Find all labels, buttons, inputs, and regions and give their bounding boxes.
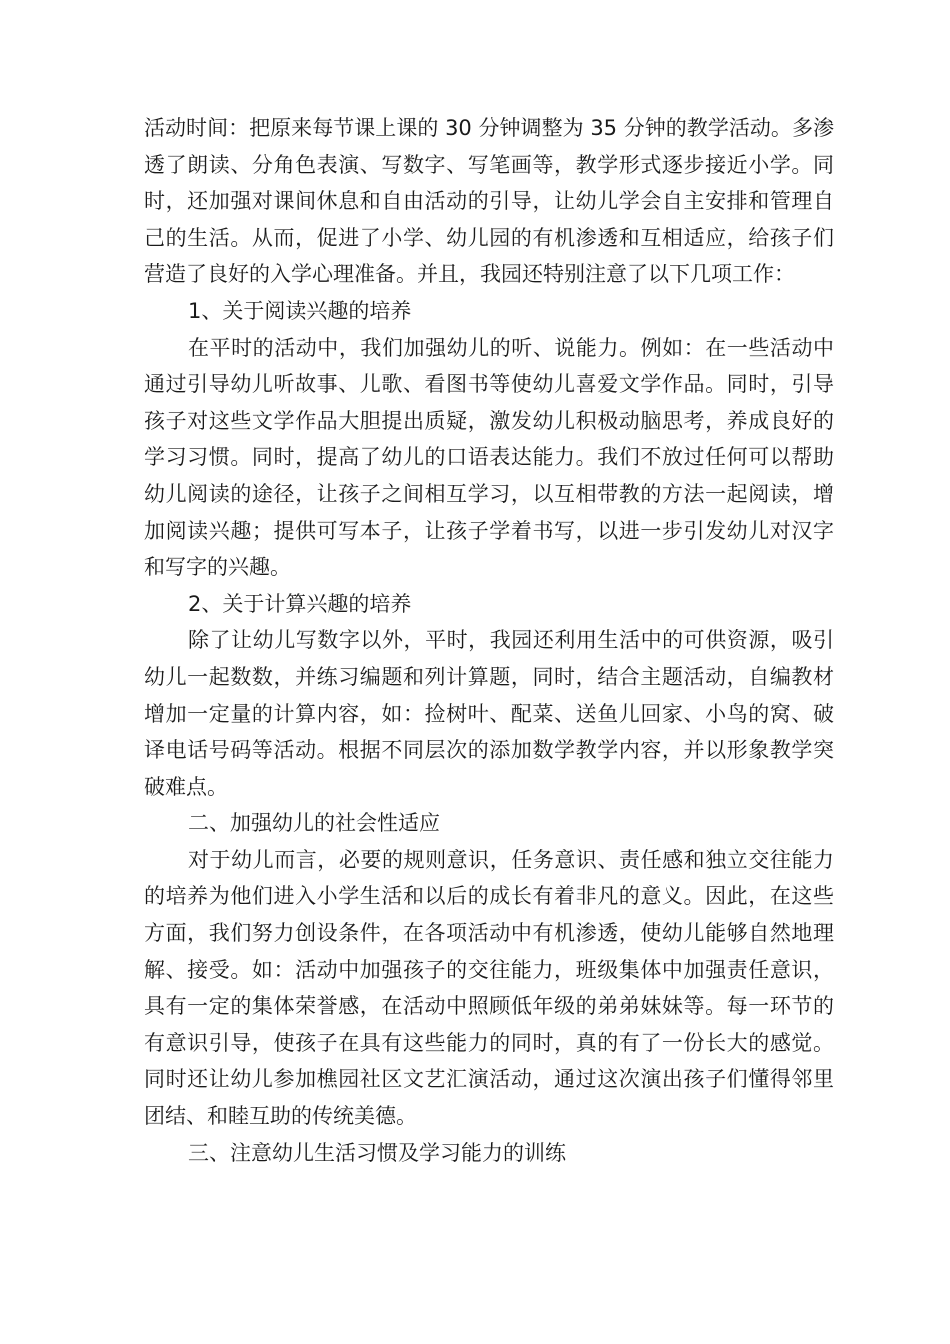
document-body: [144, 110, 834, 1171]
section-heading-reading: 1、关于阅读兴趣的培养: [188, 298, 412, 323]
section-heading-social: 二、加强幼儿的社会性适应: [188, 811, 440, 836]
section-heading-calculation: 2、关于计算兴趣的培养: [188, 591, 412, 616]
section-heading-habits: 三、注意幼儿生活习惯及学习能力的训练: [188, 1140, 566, 1165]
paragraph-social: 对于幼儿而言，必要的规则意识，任务意识、责任感和独立交往能力的培养为他们进入小学生活和以后的成长有着非凡的意义。因此，在这些方面，我们努力创设条件，在各项活动中有机渗透，使幼儿能够自然地理解、接受。如：活动中加强孩子的交往能力，班级集体中加强责任意识，具有一定的集体荣誉感，在活动中照顾低年级的弟弟妹妹等。每一环节的有意识引导，使孩子在具有这些能力的同时，真的有了一份长大的感觉。同时还让幼儿参加樵园社区文艺汇演活动，通过这次演出孩子们懂得邻里团结、和睦互助的传统美德。: [144, 847, 834, 1129]
paragraph-calculation: 除了让幼儿写数字以外，平时，我园还利用生活中的可供资源，吸引幼儿一起数数，并练习编题和列计算题，同时，结合主题活动，自编教材增加一定量的计算内容，如：捡树叶、配菜、送鱼儿回家、小鸟的窝、破译电话号码等活动。根据不同层次的添加数学教学内容，并以形象教学突破难点。: [144, 628, 834, 799]
paragraph-reading: 在平时的活动中，我们加强幼儿的听、说能力。例如：在一些活动中通过引导幼儿听故事、儿歌、看图书等使幼儿喜爱文学作品。同时，引导孩子对这些文学作品大胆提出质疑，激发幼儿积极动脑思考，养成良好的学习习惯。同时，提高了幼儿的口语表达能力。我们不放过任何可以帮助幼儿阅读的途径，让孩子之间相互学习，以互相带教的方法一起阅读，增加阅读兴趣；提供可写本子，让孩子学着书写，以进一步引发幼儿对汉字和写字的兴趣。: [144, 335, 834, 580]
paragraph-intro: 活动时间：把原来每节课上课的 30 分钟调整为 35 分钟的教学活动。多渗透了朗读、分角色表演、写数字、写笔画等，教学形式逐步接近小学。同时，还加强对课间休息和自由活动的引导，让幼儿学会自主安排和管理自己的生活。从而，促进了小学、幼儿园的有机渗透和互相适应，给孩子们营造了良好的入学心理准备。并且，我园还特别注意了以下几项工作：: [144, 116, 834, 287]
